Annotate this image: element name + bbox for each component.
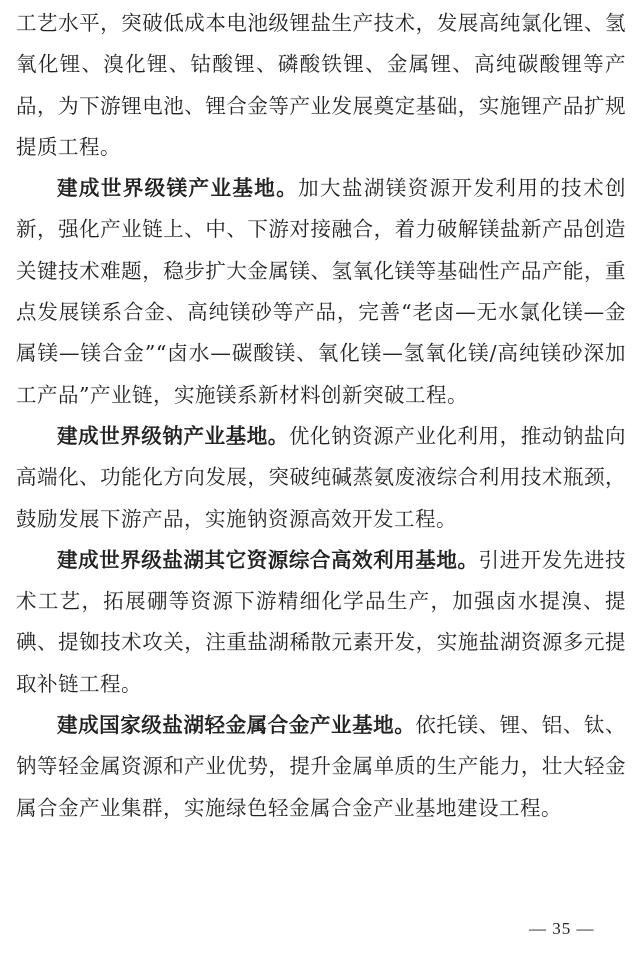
paragraph-body: 依托镁、锂、铝、钛、钠等轻金属资源和产业优势，提升金属单质的生产能力，壮大轻金属合金产业集群，实施绿色轻金属合金产业基地建设工程。	[16, 713, 627, 820]
document-page	[16, 3, 626, 829]
paragraph-heading: 建成世界级镁产业基地。	[57, 176, 299, 201]
paragraph-heading: 建成世界级钠产业基地。	[57, 423, 289, 448]
paragraph-magnesium-base	[16, 168, 626, 416]
paragraph-sodium-base	[16, 416, 626, 540]
paragraph-body: 引进开发先进技术工艺，拓展硼等资源下游精细化学品生产，加强卤水提溴、提碘、提铷技术攻关，注重盐湖稀散元素开发，实施盐湖资源多元提取补链工程。	[16, 547, 627, 696]
paragraph-other-resources-base	[16, 540, 626, 705]
paragraph-light-metal-alloy-base	[16, 705, 626, 829]
paragraph-body: 工艺水平，突破低成本电池级锂盐生产技术，发展高纯氯化锂、氢氧化锂、溴化锂、钴酸锂、磷酸铁锂、金属锂、高纯碳酸锂等产品，为下游锂电池、锂合金等产业发展奠定基础，实施锂产品扩规提质工程。	[16, 11, 626, 159]
paragraph-body: 加大盐湖镁资源开发利用的技术创新，强化产业链上、中、下游对接融合，着力破解镁盐新产品创造关键技术难题，稳步扩大金属镁、氢氧化镁等基础性产品产能，重点发展镁系合金、高纯镁砂等产品，完善“老卤—无水氯化镁—金属镁—镁合金”“卤水—碳酸镁、氧化镁—氢氧化镁/高纯镁砂深加工产品”产业链，实施镁系新材料创新突破工程。	[16, 176, 627, 407]
paragraph-lithium-continued	[16, 3, 626, 168]
paragraph-heading: 建成世界级盐湖其它资源综合高效利用基地。	[57, 547, 479, 572]
paragraph-heading: 建成国家级盐湖轻金属合金产业基地。	[57, 713, 416, 738]
page-number: — 35 —	[529, 919, 595, 938]
paragraph-body: 优化钠资源产业化利用，推动钠盐向高端化、功能化方向发展，突破纯碱蒸氨废液综合利用技术瓶颈，鼓励发展下游产品，实施钠资源高效开发工程。	[16, 423, 627, 531]
